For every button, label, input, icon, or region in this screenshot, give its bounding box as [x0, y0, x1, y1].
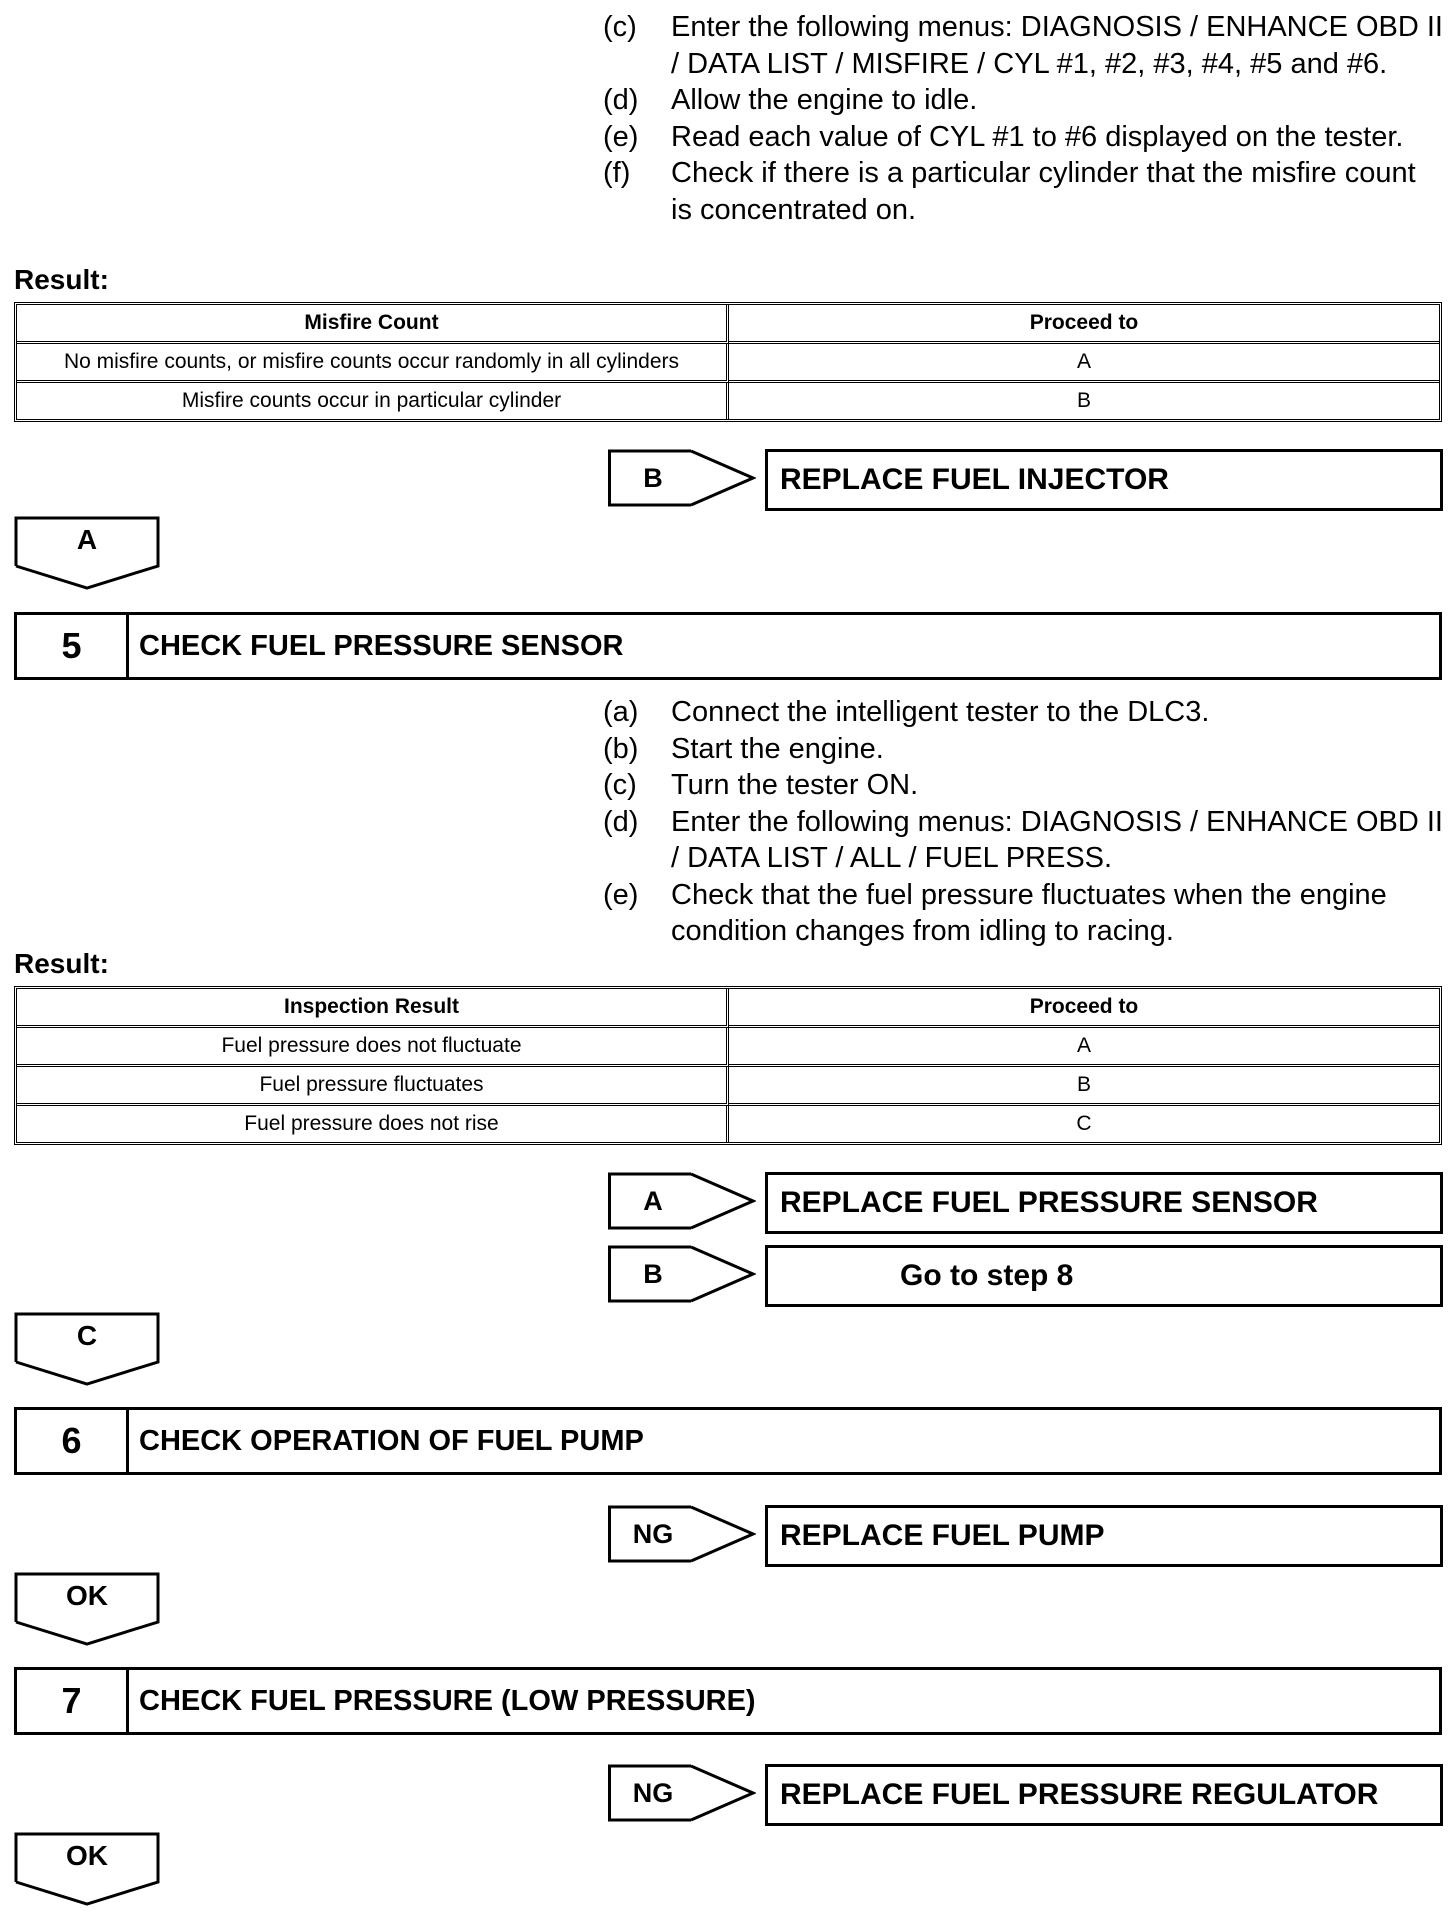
action-replace-fuel-pump[interactable]: REPLACE FUEL PUMP [765, 1505, 1443, 1567]
step5-instructions [603, 694, 1443, 950]
step-6-header [14, 1407, 1442, 1475]
instruction-letter: (d) [603, 84, 639, 116]
instruction-text: Check if there is a particular cylinder that the misfire count is concentrated on. [671, 157, 1416, 226]
table-row [17, 1028, 1439, 1067]
continue-label: OK [66, 1840, 108, 1871]
instruction-text: Connect the intelligent tester to the DLC3. [671, 696, 1210, 728]
instruction-letter: (c) [603, 11, 637, 43]
step-7-header [14, 1667, 1442, 1735]
step-number: 7 [17, 1670, 129, 1732]
table-row [17, 344, 1439, 383]
branch-arrow-a[interactable] [608, 1172, 756, 1230]
branch-arrow-ng[interactable] [608, 1505, 756, 1563]
branch-arrow-b[interactable] [608, 449, 756, 507]
instruction-text: Check that the fuel pressure fluctuates when the engine condition changes from idling to racing. [671, 878, 1387, 947]
branch-label: B [643, 463, 663, 493]
action-replace-fuel-pressure-regulator[interactable]: REPLACE FUEL PRESSURE REGULATOR [765, 1764, 1443, 1826]
table-row [17, 1106, 1439, 1142]
instruction-item [603, 119, 1443, 156]
table-cell: B [1076, 389, 1091, 412]
instruction-letter: (b) [603, 732, 639, 765]
table-header-cell: Inspection Result [17, 989, 729, 1028]
instruction-text: Read each value of CYL #1 to #6 displayed on the tester. [671, 120, 1404, 153]
instruction-item [603, 694, 1443, 731]
step-5-header [14, 612, 1442, 680]
instruction-letter: (f) [603, 157, 631, 189]
table-header-cell: Proceed to [729, 305, 1439, 344]
table-cell: C [1076, 1112, 1092, 1135]
branch-arrow-ng[interactable] [608, 1764, 756, 1822]
instruction-item [603, 9, 1443, 82]
table-header-row [17, 305, 1439, 344]
table-cell: A [729, 344, 1439, 383]
instruction-item [603, 731, 1443, 768]
continue-arrow-ok[interactable] [14, 1832, 160, 1906]
branch-label: NG [632, 1519, 674, 1549]
result-label: Result: [14, 264, 109, 295]
table-cell: Fuel pressure fluctuates [17, 1067, 729, 1106]
table-cell: Fuel pressure does not fluctuate [17, 1028, 729, 1067]
step-title: CHECK OPERATION OF FUEL PUMP [139, 1425, 644, 1457]
instruction-item [603, 155, 1443, 228]
instruction-item [603, 767, 1443, 804]
instruction-item [603, 804, 1443, 877]
branch-label: B [643, 1259, 663, 1289]
instruction-letter: (d) [603, 805, 639, 838]
action-replace-fuel-injector[interactable]: REPLACE FUEL INJECTOR [765, 449, 1443, 511]
result-label: Result: [14, 948, 109, 979]
instruction-text: Turn the tester ON. [671, 769, 919, 801]
table-cell: No misfire counts, or misfire counts occur randomly in all cylinders [17, 344, 729, 383]
step4-instructions [603, 9, 1443, 228]
step-title: CHECK FUEL PRESSURE SENSOR [139, 630, 624, 662]
misfire-result-table [14, 302, 1442, 422]
step-number: 6 [17, 1410, 129, 1472]
branch-arrow-b[interactable] [608, 1245, 756, 1303]
instruction-text: Allow the engine to idle. [671, 84, 978, 116]
instruction-letter: (e) [603, 878, 639, 911]
instruction-text: Start the engine. [671, 732, 884, 765]
instruction-letter: (a) [603, 696, 639, 728]
table-cell: A [729, 1028, 1439, 1067]
branch-label: NG [632, 1778, 674, 1808]
instruction-text: Enter the following menus: DIAGNOSIS / ENHANCE OBD II / DATA LIST / MISFIRE / CYL #1, #2, #3, #4, #5 and #6. [671, 11, 1443, 80]
continue-label: A [76, 524, 98, 555]
table-cell: B [729, 1067, 1439, 1106]
action-replace-fuel-pressure-sensor[interactable]: REPLACE FUEL PRESSURE SENSOR [765, 1172, 1443, 1234]
instruction-letter: (e) [603, 120, 639, 153]
step-number: 5 [17, 615, 129, 677]
continue-label: OK [66, 1580, 108, 1611]
fuel-pressure-result-table [14, 986, 1442, 1145]
table-cell: Misfire counts occur in particular cylinder [17, 383, 729, 419]
continue-label: C [76, 1320, 98, 1351]
table-header-cell: Proceed to [729, 989, 1439, 1028]
instruction-item [603, 877, 1443, 950]
step-title: CHECK FUEL PRESSURE (LOW PRESSURE) [139, 1685, 756, 1717]
instruction-text: Enter the following menus: DIAGNOSIS / ENHANCE OBD II / DATA LIST / ALL / FUEL PRESS. [671, 805, 1443, 874]
table-row [17, 383, 1439, 419]
continue-arrow-a[interactable] [14, 516, 160, 590]
table-cell: Fuel pressure does not rise [17, 1106, 729, 1142]
table-header-cell: Misfire Count [17, 305, 729, 344]
continue-arrow-c[interactable] [14, 1312, 160, 1386]
table-header-row [17, 989, 1439, 1028]
table-row [17, 1067, 1439, 1106]
instruction-item [603, 82, 1443, 119]
action-go-to-step-8[interactable]: Go to step 8 [765, 1245, 1443, 1307]
continue-arrow-ok[interactable] [14, 1572, 160, 1646]
branch-label: A [643, 1186, 663, 1216]
instruction-letter: (c) [603, 769, 637, 801]
